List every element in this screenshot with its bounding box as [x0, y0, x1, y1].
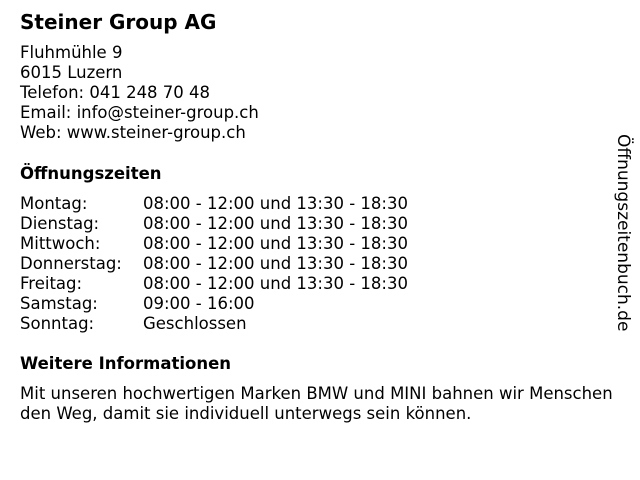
- hours-time-value: Geschlossen: [143, 314, 247, 333]
- hours-time-value: 08:00 - 12:00 und 13:30 - 18:30: [143, 194, 408, 213]
- hours-day-label: Dienstag:: [20, 214, 100, 233]
- web-line: Web: www.steiner-group.ch: [20, 123, 246, 142]
- address-city: 6015 Luzern: [20, 63, 123, 82]
- hours-time-value: 08:00 - 12:00 und 13:30 - 18:30: [143, 214, 408, 233]
- hours-time-value: 08:00 - 12:00 und 13:30 - 18:30: [143, 254, 408, 273]
- phone-line: Telefon: 041 248 70 48: [20, 83, 211, 102]
- hours-day-label: Samstag:: [20, 294, 98, 313]
- more-info-heading: Weitere Informationen: [20, 354, 232, 373]
- hours-time-value: 08:00 - 12:00 und 13:30 - 18:30: [143, 274, 408, 293]
- hours-day-label: Sonntag:: [20, 314, 95, 333]
- hours-day-label: Mittwoch:: [20, 234, 101, 253]
- hours-row-monday: [20, 194, 408, 214]
- hours-day-label: Donnerstag:: [20, 254, 122, 273]
- hours-row-tuesday: [20, 214, 408, 234]
- hours-row-saturday: [20, 294, 408, 314]
- hours-row-sunday: [20, 314, 408, 334]
- hours-day-label: Freitag:: [20, 274, 83, 293]
- hours-time-value: 08:00 - 12:00 und 13:30 - 18:30: [143, 234, 408, 253]
- hours-row-thursday: [20, 254, 408, 274]
- address-street: Fluhmühle 9: [20, 43, 123, 62]
- email-line: Email: info@steiner-group.ch: [20, 103, 259, 122]
- hours-time-value: 09:00 - 16:00: [143, 294, 255, 313]
- hours-row-friday: [20, 274, 408, 294]
- opening-hours-heading: Öffnungszeiten: [20, 164, 162, 183]
- address-block: [20, 43, 259, 143]
- hours-row-wednesday: [20, 234, 408, 254]
- opening-hours-table: [20, 194, 408, 334]
- more-info-text: Mit unseren hochwertigen Marken BMW und MINI bahnen wir Menschen den Weg, damit sie individuell unterwegs sein können.: [20, 384, 613, 423]
- brand-watermark: Öffnungszeitenbuch.de: [613, 134, 633, 332]
- company-name: Steiner Group AG: [20, 10, 217, 34]
- hours-day-label: Montag:: [20, 194, 88, 213]
